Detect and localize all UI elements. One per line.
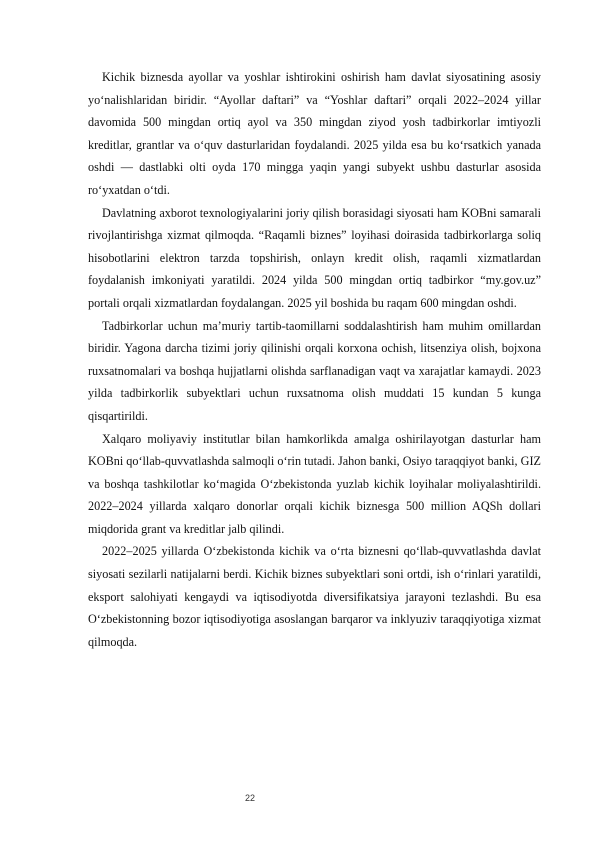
paragraph-administrative-procedures: Tadbirkorlar uchun ma’muriy tartib-taomillarni soddalashtirish ham muhim omillardan biridir. Yagona darcha tizimi joriy qilinishi orqali korxona ochish, litsenziya olish, bojxona ruxsatnomalari va boshqa hujjatlarni olishda sarflanadigan vaqt va xarajatlar kamaydi. 2023 yilda tadbirkorlik subyektlari uchun ruxsatnoma olish muddati 15 kundan 5 kunga qisqartirildi.	[88, 318, 541, 423]
page-number: 22	[244, 793, 255, 803]
document-body	[88, 66, 541, 653]
paragraph-conclusion: 2022–2025 yillarda O‘zbekistonda kichik va o‘rta biznesni qo‘llab-quvvatlashda davlat siyosati sezilarli natijalarni berdi. Kichik biznes subyektlari soni ortdi, ish o‘rinlari yaratildi, eksport salohiyati kengaydi va iqtisodiyotda diversifikatsiya jarayoni tezlashdi. Bu esa O‘zbekistonning bozor iqtisodiyotiga asoslangan barqaror va inklyuziv taraqqiyotiga xizmat qilmoqda.	[88, 544, 541, 649]
paragraph-digital-business: Davlatning axborot texnologiyalarini joriy qilish borasidagi siyosati ham KOBni samarali rivojlantirishga xizmat qilmoqda. “Raqamli biznes” loyihasi doirasida tadbirkorlarga soliq hisobotlarini elektron tarzda topshirish, onlayn kredit olish, raqamli xizmatlardan foydalanish imkoniyati yaratildi. 2024 yilda 500 mingdan ortiq tadbirkor “my.gov.uz” portali orqali xizmatlardan foydalangan. 2025 yil boshida bu raqam 600 mingdan oshdi.	[88, 205, 541, 310]
paragraph-women-youth: Kichik biznesda ayollar va yoshlar ishtirokini oshirish ham davlat siyosatining asosiy yo‘nalishlaridan biridir. “Ayollar daftari” va “Yoshlar daftari” orqali 2022–2024 yillar davomida 500 mingdan ortiq ayol va 350 mingdan ziyod yosh tadbirkorlar imtiyozli kreditlar, grantlar va o‘quv dasturlaridan foydalandi. 2025 yilda esa bu ko‘rsatkich yanada oshdi — dastlabki olti oyda 170 mingga yaqin yangi subyekt ushbu dasturlar asosida ro‘yxatdan o‘tdi.	[88, 70, 541, 197]
paragraph-international-institutions: Xalqaro moliyaviy institutlar bilan hamkorlikda amalga oshirilayotgan dasturlar ham KOBni qo‘llab-quvvatlashda salmoqli o‘rin tutadi. Jahon banki, Osiyo taraqqiyot banki, GIZ va boshqa tashkilotlar ko‘magida O‘zbekistonda yuzlab kichik loyihalar moliyalashtirildi. 2022–2024 yillarda xalqaro donorlar orqali kichik biznesga 500 million AQSh dollari miqdorida grant va kreditlar jalb qilindi.	[88, 431, 541, 536]
